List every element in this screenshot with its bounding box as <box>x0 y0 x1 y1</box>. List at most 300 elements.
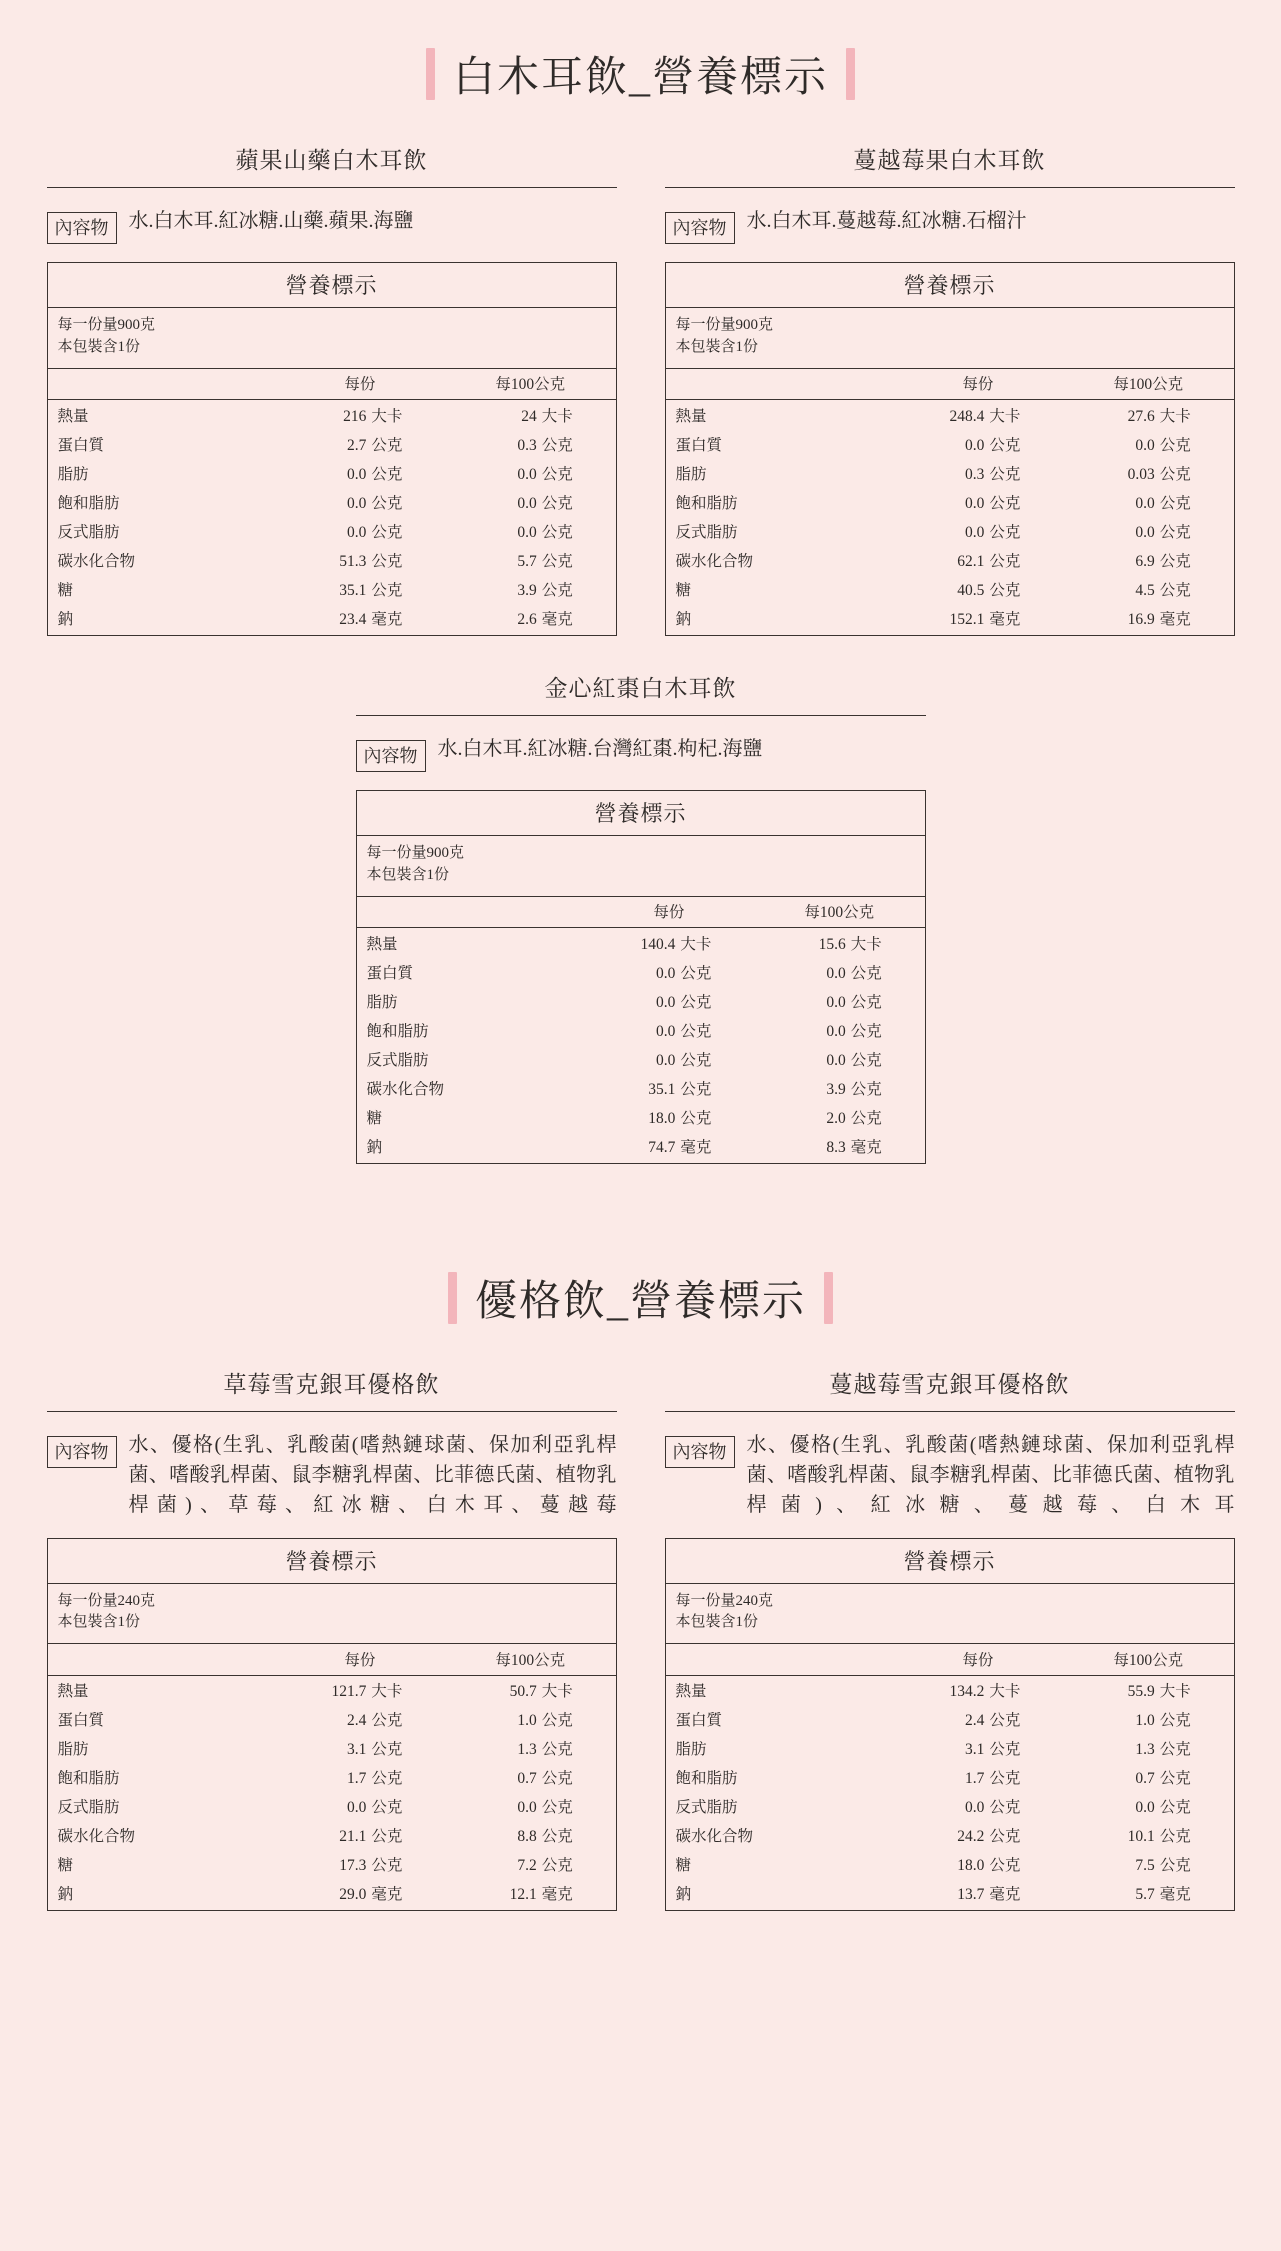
column-header-per-serving: 每份 <box>893 369 1063 400</box>
nutrient-per-serving-value: 0.0 <box>656 1022 676 1040</box>
serving-size: 每一份量900克 <box>366 845 465 862</box>
column-header-item <box>48 1644 275 1675</box>
nutrient-per-100g-unit: 公克 <box>541 1828 573 1846</box>
nutrition-table-body <box>666 1675 1234 1910</box>
nutrient-per-serving-value: 134.2 <box>949 1683 985 1701</box>
nutrient-per-serving-value: 0.0 <box>965 523 985 541</box>
nutrient-per-serving <box>893 1734 1063 1763</box>
nutrient-per-100g <box>1063 1705 1233 1734</box>
nutrient-name: 蛋白質 <box>57 1712 105 1730</box>
nutrient-per-100g-unit: 公克 <box>1159 1828 1191 1846</box>
nutrient-per-serving-value: 0.3 <box>965 465 985 483</box>
nutrition-row <box>48 1850 616 1879</box>
nutrition-table-head <box>357 897 925 928</box>
nutrient-per-serving-value: 35.1 <box>339 581 367 599</box>
product-card <box>665 1366 1235 1912</box>
nutrition-facts-table <box>665 1538 1235 1912</box>
nutrient-name: 反式脂肪 <box>57 523 120 541</box>
nutrient-name: 鈉 <box>57 610 74 628</box>
nutrient-name: 糖 <box>366 1109 383 1127</box>
nutrient-per-100g <box>1063 458 1233 487</box>
nutrient-per-serving <box>584 1044 754 1073</box>
nutrient-per-serving-unit: 公克 <box>989 552 1021 570</box>
product-title: 蔓越莓果白木耳飲 <box>665 142 1235 188</box>
nutrient-per-100g-unit: 公克 <box>1159 1712 1191 1730</box>
nutrient-per-100g <box>754 1073 924 1102</box>
nutrient-per-100g-value: 8.8 <box>517 1828 537 1846</box>
ingredients-label: 內容物 <box>665 1436 735 1468</box>
nutrient-per-100g <box>1063 516 1233 545</box>
nutrient-name: 糖 <box>675 581 692 599</box>
nutrient-per-serving-value: 2.7 <box>347 436 367 454</box>
nutrition-table-head <box>666 369 1234 400</box>
nutrient-per-serving-unit: 毫克 <box>680 1138 712 1156</box>
nutrient-per-100g <box>1063 400 1233 430</box>
nutrient-per-100g-value: 15.6 <box>818 935 846 953</box>
nutrition-row <box>48 487 616 516</box>
nutrient-name: 脂肪 <box>57 465 89 483</box>
serving-info <box>48 1584 616 1645</box>
nutrient-per-serving <box>275 1850 445 1879</box>
nutrient-per-serving <box>275 603 445 635</box>
nutrient-per-100g <box>1063 1734 1233 1763</box>
nutrient-name: 鈉 <box>675 1886 692 1904</box>
nutrient-per-100g <box>754 1044 924 1073</box>
nutrition-row <box>666 400 1234 430</box>
nutrient-per-serving-unit: 公克 <box>680 1109 712 1127</box>
product-card <box>356 670 926 1164</box>
nutrient-per-serving-value: 13.7 <box>957 1886 985 1904</box>
nutrient-name: 脂肪 <box>675 1741 707 1759</box>
nutrition-header-row <box>666 369 1234 400</box>
nutrition-row <box>666 1792 1234 1821</box>
nutrient-name: 熱量 <box>57 407 89 425</box>
nutrient-per-100g-value: 0.0 <box>826 964 846 982</box>
nutrient-per-100g-unit: 公克 <box>541 581 573 599</box>
column-header-per-100g: 每100公克 <box>1063 369 1233 400</box>
nutrient-per-serving-value: 17.3 <box>339 1857 367 1875</box>
nutrient-per-serving-unit: 毫克 <box>371 1886 403 1904</box>
nutrient-per-serving <box>893 1705 1063 1734</box>
nutrient-per-100g-value: 2.6 <box>517 610 537 628</box>
nutrient-per-serving-value: 0.0 <box>965 1799 985 1817</box>
nutrient-per-serving <box>893 1792 1063 1821</box>
ingredients-row <box>356 734 926 772</box>
nutrient-name: 飽和脂肪 <box>675 494 738 512</box>
nutrient-per-serving-unit: 公克 <box>371 1857 403 1875</box>
column-header-per-serving: 每份 <box>275 369 445 400</box>
nutrient-name: 脂肪 <box>675 465 707 483</box>
nutrition-row <box>48 603 616 635</box>
nutrient-name: 鈉 <box>366 1138 383 1156</box>
nutrient-per-100g <box>445 1675 615 1705</box>
nutrient-name: 碳水化合物 <box>57 552 136 570</box>
nutrition-row <box>48 429 616 458</box>
ingredients-label: 內容物 <box>665 212 735 244</box>
nutrient-name: 碳水化合物 <box>366 1080 445 1098</box>
nutrient-per-100g <box>1063 603 1233 635</box>
nutrient-name: 鈉 <box>57 1886 74 1904</box>
nutrition-table-head <box>666 1644 1234 1675</box>
nutrient-per-serving-unit: 公克 <box>371 523 403 541</box>
column-header-per-100g: 每100公克 <box>445 1644 615 1675</box>
nutrition-facts-table <box>47 262 617 636</box>
nutrition-row <box>666 1879 1234 1911</box>
nutrient-per-serving-unit: 公克 <box>371 1712 403 1730</box>
nutrient-per-100g-unit: 毫克 <box>541 1886 573 1904</box>
nutrient-per-serving-unit: 大卡 <box>680 935 712 953</box>
nutrition-row <box>666 603 1234 635</box>
nutrient-per-serving-unit: 公克 <box>371 581 403 599</box>
nutrient-per-serving <box>275 1821 445 1850</box>
nutrient-per-100g-unit: 公克 <box>541 1799 573 1817</box>
nutrition-values-table <box>357 897 925 1163</box>
spacer <box>0 0 1281 44</box>
nutrient-per-100g <box>445 1821 615 1850</box>
nutrient-per-100g-unit: 公克 <box>541 494 573 512</box>
nutrient-per-100g-unit: 公克 <box>1159 1741 1191 1759</box>
nutrient-per-100g <box>1063 429 1233 458</box>
product-card <box>47 142 617 636</box>
product-title: 草莓雪克銀耳優格飲 <box>47 1366 617 1412</box>
nutrient-per-100g-unit: 公克 <box>1159 523 1191 541</box>
nutrition-values-table <box>666 369 1234 635</box>
heading-bar-right-icon <box>824 1272 833 1324</box>
nutrient-per-serving <box>893 516 1063 545</box>
nutrition-row <box>357 1044 925 1073</box>
nutrient-per-serving-unit: 公克 <box>371 552 403 570</box>
nutrient-per-serving <box>584 1015 754 1044</box>
nutrient-per-100g-unit: 公克 <box>541 1712 573 1730</box>
nutrition-row <box>666 458 1234 487</box>
nutrient-per-serving <box>275 487 445 516</box>
nutrition-values-table <box>48 369 616 635</box>
ingredients-label: 內容物 <box>47 212 117 244</box>
nutrient-per-serving <box>275 1792 445 1821</box>
nutrient-per-100g-value: 1.0 <box>1135 1712 1155 1730</box>
column-header-per-100g: 每100公克 <box>445 369 615 400</box>
nutrient-name: 熱量 <box>366 935 398 953</box>
nutrient-name: 糖 <box>57 581 74 599</box>
column-header-item <box>357 897 584 928</box>
column-header-item <box>666 1644 893 1675</box>
nutrient-per-serving-unit: 公克 <box>989 1770 1021 1788</box>
servings-per-package: 本包裝含1份 <box>57 339 141 356</box>
ingredients-row <box>47 1430 617 1520</box>
nutrient-per-100g-value: 0.0 <box>517 465 537 483</box>
nutrient-per-100g-value: 0.0 <box>1135 494 1155 512</box>
nutrient-per-100g-value: 1.3 <box>1135 1741 1155 1759</box>
nutrient-per-serving <box>893 487 1063 516</box>
section-heading <box>0 44 1281 104</box>
nutrient-per-serving <box>584 957 754 986</box>
servings-per-package: 本包裝含1份 <box>675 339 759 356</box>
nutrient-per-serving-value: 0.0 <box>347 465 367 483</box>
nutrient-per-100g-unit: 公克 <box>541 1741 573 1759</box>
nutrition-row <box>48 545 616 574</box>
nutrient-per-serving <box>275 1675 445 1705</box>
nutrient-per-100g-unit: 毫克 <box>1159 610 1191 628</box>
nutrient-per-100g-unit: 公克 <box>1159 581 1191 599</box>
nutrient-per-100g-value: 5.7 <box>517 552 537 570</box>
nutrient-per-serving-value: 121.7 <box>331 1683 367 1701</box>
nutrient-per-serving-unit: 大卡 <box>371 407 403 425</box>
nutrient-per-serving-unit: 公克 <box>989 1712 1021 1730</box>
nutrient-per-serving-value: 0.0 <box>347 494 367 512</box>
nutrient-per-serving-value: 23.4 <box>339 610 367 628</box>
nutrition-table-body <box>357 928 925 1163</box>
nutrient-per-100g <box>445 458 615 487</box>
nutrient-per-serving-value: 51.3 <box>339 552 367 570</box>
nutrient-per-serving-value: 0.0 <box>965 494 985 512</box>
nutrient-name: 飽和脂肪 <box>366 1022 429 1040</box>
nutrient-per-serving <box>275 1879 445 1911</box>
nutrient-name: 蛋白質 <box>366 964 414 982</box>
nutrient-name: 脂肪 <box>366 993 398 1011</box>
nutrition-row <box>48 1734 616 1763</box>
nutrient-per-100g-unit: 大卡 <box>1159 1683 1191 1701</box>
nutrient-per-100g-unit: 毫克 <box>1159 1886 1191 1904</box>
nutrition-row <box>357 1073 925 1102</box>
nutrition-row <box>48 1879 616 1911</box>
nutrient-per-100g-value: 24 <box>521 407 537 425</box>
ingredients-text: 水.白木耳.紅冰糖.山藥.蘋果.海鹽 <box>128 210 414 232</box>
nutrition-facts-title: 營養標示 <box>666 263 1234 308</box>
heading-bar-left-icon <box>426 48 435 100</box>
nutrition-facts-title: 營養標示 <box>48 263 616 308</box>
nutrient-per-serving-value: 21.1 <box>339 1828 367 1846</box>
nutrient-per-100g-value: 6.9 <box>1135 552 1155 570</box>
nutrition-row <box>666 1734 1234 1763</box>
nutrition-row <box>48 1675 616 1705</box>
nutrient-per-100g-value: 7.2 <box>517 1857 537 1875</box>
nutrient-per-serving-value: 0.0 <box>656 1051 676 1069</box>
nutrient-per-100g <box>754 1015 924 1044</box>
nutrient-per-100g <box>445 603 615 635</box>
section-heading-text: 白木耳飲_營養標示 <box>452 55 828 101</box>
nutrition-facts-table <box>356 790 926 1164</box>
nutrition-values-table <box>666 1644 1234 1910</box>
nutrient-per-100g-unit: 大卡 <box>850 935 882 953</box>
column-header-per-100g: 每100公克 <box>754 897 924 928</box>
nutrient-per-100g-unit: 公克 <box>1159 436 1191 454</box>
ingredients-row <box>665 1430 1235 1520</box>
nutrient-per-serving <box>893 603 1063 635</box>
nutrient-per-serving <box>275 400 445 430</box>
nutrient-per-100g-unit: 公克 <box>850 1051 882 1069</box>
nutrient-per-serving-value: 0.0 <box>347 523 367 541</box>
nutrient-per-serving-unit: 毫克 <box>989 1886 1021 1904</box>
nutrient-per-100g-unit: 毫克 <box>850 1138 882 1156</box>
nutrition-row <box>357 1131 925 1163</box>
nutrition-values-table <box>48 1644 616 1910</box>
nutrient-per-serving-unit: 大卡 <box>989 407 1021 425</box>
nutrition-row <box>666 1705 1234 1734</box>
nutrient-per-serving-value: 248.4 <box>949 407 985 425</box>
nutrient-per-serving <box>893 1675 1063 1705</box>
nutrient-per-100g-value: 0.0 <box>517 1799 537 1817</box>
product-title: 蘋果山藥白木耳飲 <box>47 142 617 188</box>
nutrition-row <box>666 487 1234 516</box>
nutrition-row <box>357 986 925 1015</box>
ingredients-text: 水.白木耳.蔓越莓.紅冰糖.石榴汁 <box>746 210 1027 232</box>
column-header-per-serving: 每份 <box>275 1644 445 1675</box>
nutrient-per-serving-unit: 大卡 <box>371 1683 403 1701</box>
nutrition-row <box>666 545 1234 574</box>
ingredients-row <box>665 206 1235 244</box>
nutrient-per-serving <box>893 1850 1063 1879</box>
heading-bar-left-icon <box>448 1272 457 1324</box>
nutrient-per-100g <box>445 429 615 458</box>
nutrient-per-serving-value: 62.1 <box>957 552 985 570</box>
nutrient-per-100g-unit: 公克 <box>850 964 882 982</box>
nutrient-per-100g-unit: 公克 <box>541 1857 573 1875</box>
nutrient-per-serving-unit: 公克 <box>680 1022 712 1040</box>
nutrient-per-100g-value: 1.3 <box>517 1741 537 1759</box>
nutrient-per-100g-value: 55.9 <box>1127 1683 1155 1701</box>
nutrient-per-100g-unit: 公克 <box>1159 552 1191 570</box>
nutrient-per-serving-unit: 公克 <box>371 494 403 512</box>
nutrient-per-serving-unit: 公克 <box>989 1741 1021 1759</box>
section-heading <box>0 1268 1281 1328</box>
nutrient-per-serving <box>275 429 445 458</box>
nutrient-per-serving-unit: 公克 <box>680 1051 712 1069</box>
nutrient-name: 碳水化合物 <box>57 1828 136 1846</box>
nutrient-name: 蛋白質 <box>57 436 105 454</box>
column-header-per-serving: 每份 <box>584 897 754 928</box>
nutrition-row <box>48 1763 616 1792</box>
nutrition-row <box>666 1763 1234 1792</box>
nutrient-per-serving-unit: 公克 <box>989 1828 1021 1846</box>
nutrient-per-100g-value: 0.03 <box>1127 465 1155 483</box>
nutrient-name: 碳水化合物 <box>675 552 754 570</box>
nutrition-table-body <box>666 400 1234 635</box>
nutrient-per-100g <box>754 986 924 1015</box>
nutrition-row <box>48 1705 616 1734</box>
nutrient-per-100g-value: 0.0 <box>826 993 846 1011</box>
nutrient-per-serving-unit: 公克 <box>989 494 1021 512</box>
nutrient-name: 蛋白質 <box>675 1712 723 1730</box>
ingredients-row <box>47 206 617 244</box>
nutrient-per-100g-unit: 公克 <box>541 523 573 541</box>
nutrient-name: 脂肪 <box>57 1741 89 1759</box>
nutrient-per-serving <box>584 1073 754 1102</box>
ingredients-text: 水、優格(生乳、乳酸菌(嗜熱鏈球菌、保加利亞乳桿菌、嗜酸乳桿菌、鼠李糖乳桿菌、比菲德氏菌、植物乳桿菌)、草莓、紅冰糖、白木耳、蔓越莓 <box>128 1433 617 1516</box>
nutrient-per-100g <box>445 1734 615 1763</box>
nutrition-row <box>48 1792 616 1821</box>
serving-info <box>666 308 1234 369</box>
nutrient-per-serving-value: 0.0 <box>965 436 985 454</box>
nutrient-per-100g-unit: 公克 <box>541 1770 573 1788</box>
nutrition-row <box>666 574 1234 603</box>
nutrient-per-100g <box>445 1705 615 1734</box>
nutrient-per-serving-value: 152.1 <box>949 610 985 628</box>
nutrient-per-serving <box>275 1705 445 1734</box>
nutrient-per-serving <box>893 574 1063 603</box>
nutrient-per-serving-unit: 公克 <box>371 436 403 454</box>
nutrient-per-100g-unit: 公克 <box>850 1022 882 1040</box>
nutrient-per-100g-unit: 大卡 <box>1159 407 1191 425</box>
nutrient-per-serving-value: 3.1 <box>965 1741 985 1759</box>
nutrient-per-100g <box>445 516 615 545</box>
nutrient-per-serving-unit: 公克 <box>680 964 712 982</box>
nutrient-per-100g-value: 1.0 <box>517 1712 537 1730</box>
nutrient-per-serving <box>275 516 445 545</box>
section-heading-text: 優格飲_營養標示 <box>474 1278 806 1325</box>
nutrient-per-serving-unit: 毫克 <box>371 610 403 628</box>
column-header-per-serving: 每份 <box>893 1644 1063 1675</box>
nutrient-per-100g-value: 0.0 <box>1135 1799 1155 1817</box>
nutrient-per-100g-value: 4.5 <box>1135 581 1155 599</box>
spacer <box>0 1198 1281 1268</box>
nutrient-per-100g <box>445 545 615 574</box>
nutrient-per-serving <box>275 1734 445 1763</box>
nutrition-table-body <box>48 400 616 635</box>
nutrient-per-serving-value: 0.0 <box>656 964 676 982</box>
nutrient-per-serving-value: 40.5 <box>957 581 985 599</box>
nutrient-name: 反式脂肪 <box>57 1799 120 1817</box>
nutrient-per-100g-value: 50.7 <box>509 1683 537 1701</box>
nutrient-per-100g-value: 7.5 <box>1135 1857 1155 1875</box>
nutrient-per-100g <box>1063 1675 1233 1705</box>
nutrient-per-100g <box>1063 1792 1233 1821</box>
nutrient-per-100g-value: 5.7 <box>1135 1886 1155 1904</box>
nutrient-per-100g <box>1063 1850 1233 1879</box>
nutrient-per-100g <box>1063 545 1233 574</box>
nutrient-per-serving <box>893 458 1063 487</box>
nutrient-per-serving-value: 0.0 <box>656 993 676 1011</box>
nutrient-per-serving-unit: 公克 <box>680 993 712 1011</box>
nutrient-per-serving-unit: 公克 <box>371 1741 403 1759</box>
nutrient-per-serving-unit: 公克 <box>371 1799 403 1817</box>
nutrition-row <box>48 400 616 430</box>
nutrient-per-100g-unit: 公克 <box>1159 1857 1191 1875</box>
nutrient-per-100g <box>1063 1879 1233 1911</box>
nutrient-per-100g-unit: 公克 <box>1159 1799 1191 1817</box>
nutrient-per-serving-unit: 公克 <box>989 465 1021 483</box>
spacer <box>0 1328 1281 1366</box>
nutrient-per-serving <box>275 574 445 603</box>
nutrient-per-100g-value: 0.0 <box>517 494 537 512</box>
product-title: 蔓越莓雪克銀耳優格飲 <box>665 1366 1235 1412</box>
nutrition-header-row <box>666 1644 1234 1675</box>
servings-per-package: 本包裝含1份 <box>366 866 450 883</box>
nutrient-name: 熱量 <box>675 1683 707 1701</box>
nutrient-per-serving <box>893 1763 1063 1792</box>
nutrient-per-100g-value: 3.9 <box>826 1080 846 1098</box>
nutrient-per-serving-unit: 公克 <box>989 581 1021 599</box>
nutrient-per-100g-unit: 公克 <box>850 1109 882 1127</box>
nutrition-table-head <box>48 1644 616 1675</box>
nutrient-name: 反式脂肪 <box>675 1799 738 1817</box>
nutrient-per-serving-unit: 公克 <box>371 465 403 483</box>
nutrition-header-row <box>48 1644 616 1675</box>
nutrient-per-serving-unit: 大卡 <box>989 1683 1021 1701</box>
product-title: 金心紅棗白木耳飲 <box>356 670 926 716</box>
nutrient-per-100g-unit: 公克 <box>850 993 882 1011</box>
nutrition-facts-title: 營養標示 <box>666 1539 1234 1584</box>
nutrient-per-serving <box>584 928 754 958</box>
nutrient-per-100g <box>754 1131 924 1163</box>
column-header-item <box>48 369 275 400</box>
serving-info <box>48 308 616 369</box>
serving-info <box>357 836 925 897</box>
nutrient-name: 蛋白質 <box>675 436 723 454</box>
nutrient-per-serving-value: 24.2 <box>957 1828 985 1846</box>
nutrition-facts-title: 營養標示 <box>48 1539 616 1584</box>
nutrient-per-serving-value: 18.0 <box>648 1109 676 1127</box>
nutrient-per-serving-value: 2.4 <box>965 1712 985 1730</box>
